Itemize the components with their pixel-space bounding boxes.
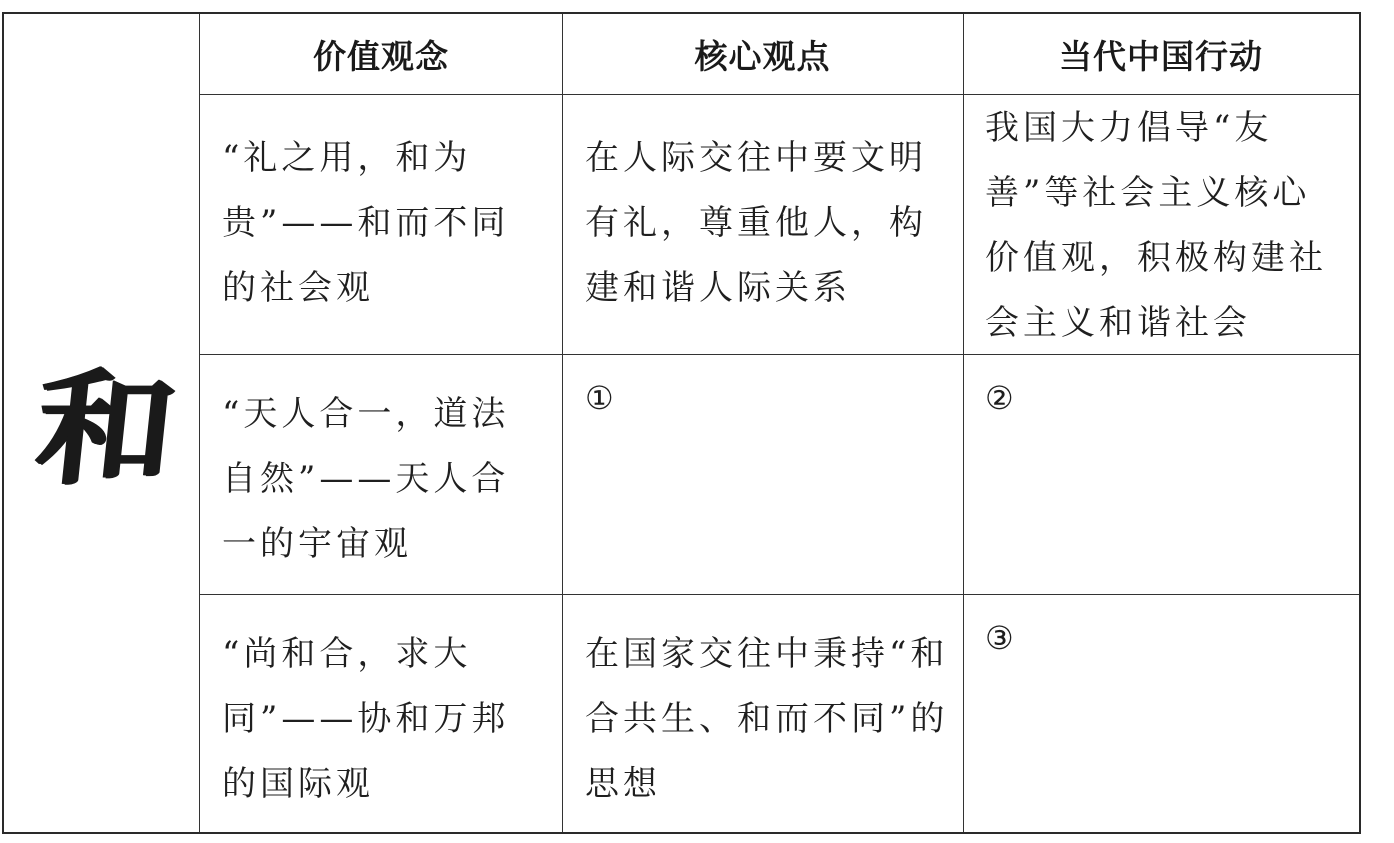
header-china-action: 当代中国行动: [1059, 36, 1263, 76]
row-1-china-action: 我国大力倡导“友善”等社会主义核心价值观，积极构建社会主义和谐社会: [985, 108, 1327, 343]
row-3-value-concept: “尚和合，求大同”——协和万邦的国际观: [222, 634, 510, 804]
row-3-core-view: 在国家交往中秉持“和合共生、和而不同”的思想: [585, 634, 949, 804]
calligraphy-character: 和: [29, 355, 179, 502]
row-3-china-action-marker: ③: [985, 619, 1018, 657]
row-2-china-action-marker: ②: [985, 379, 1018, 417]
row-1-value-concept: “礼之用，和为贵”——和而不同的社会观: [222, 138, 510, 308]
row-2-value-concept: “天人合一，道法自然”——天人合一的宇宙观: [222, 394, 510, 564]
row-1-core-view: 在人际交往中要文明有礼，尊重他人，构建和谐人际关系: [585, 138, 927, 308]
header-core-view: 核心观点: [694, 36, 831, 76]
column-divider-2: [963, 14, 964, 832]
row-2-core-view-marker: ①: [585, 379, 618, 417]
content-grid: [200, 14, 1359, 832]
row-divider-2: [200, 594, 1359, 595]
side-label-cell: [4, 14, 200, 832]
header-value-concept: 价值观念: [313, 36, 449, 76]
table-frame: [2, 12, 1361, 834]
column-divider-1: [562, 14, 563, 832]
header-divider: [200, 94, 1359, 95]
